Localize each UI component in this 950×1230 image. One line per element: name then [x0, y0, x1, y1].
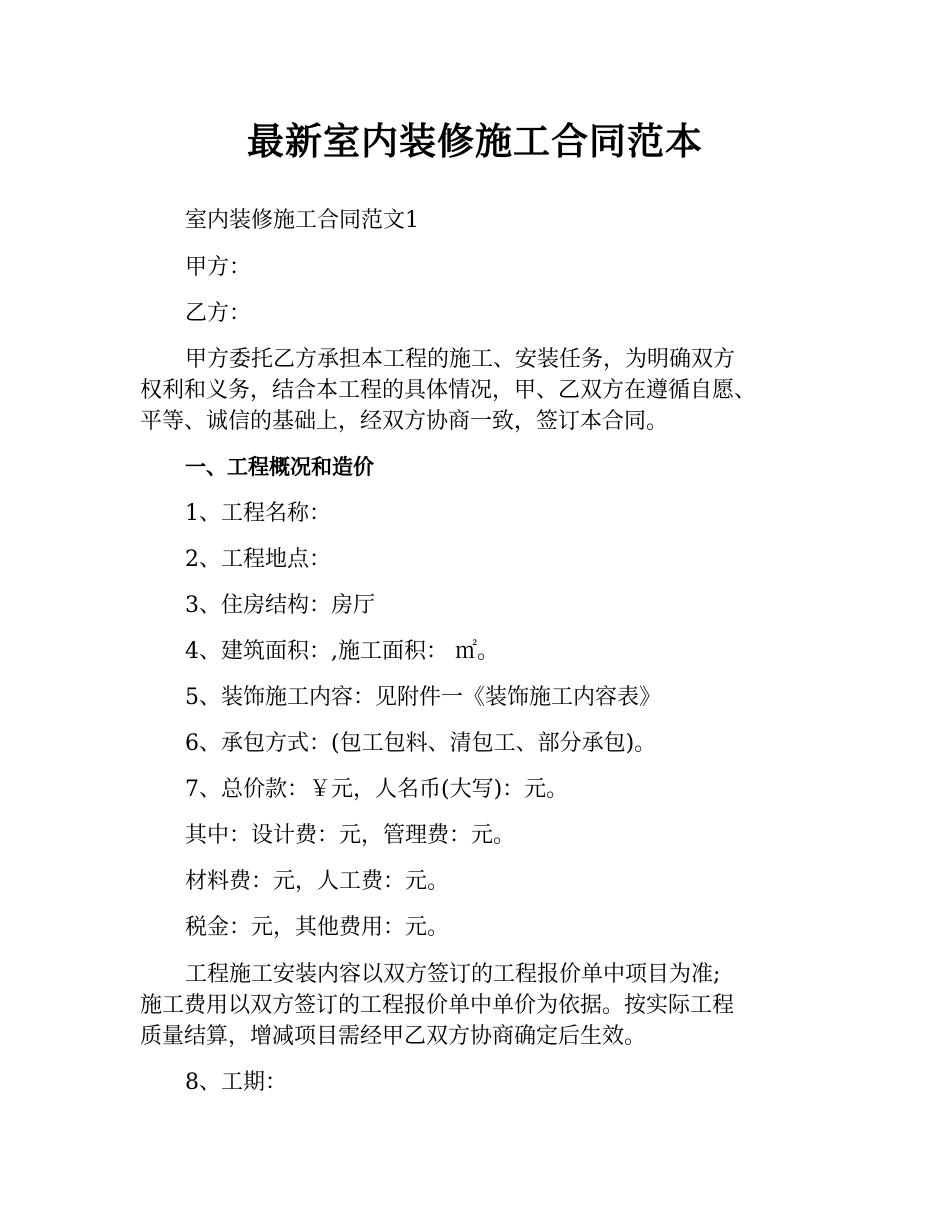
- intro-line: 权利和义务，结合本工程的具体情况，甲、乙双方在遵循自愿、: [140, 378, 757, 403]
- item-house-structure: 3、住房结构：房厅: [185, 593, 375, 618]
- basis-line: 工程施工安装内容以双方签订的工程报价单中项目为准;: [185, 962, 721, 987]
- item-project-location: 2、工程地点：: [185, 547, 331, 572]
- section-heading: 一、工程概况和造价: [185, 455, 374, 479]
- item-total-price: 7、总价款：￥元，人名币(大写)：元。: [185, 777, 569, 802]
- basis-line: 施工费用以双方签订的工程报价单中单价为依据。按实际工程: [140, 993, 735, 1018]
- item-schedule: 8、工期：: [185, 1070, 287, 1095]
- basis-paragraph: [140, 959, 840, 1052]
- subtitle: 室内装修施工合同范文1: [185, 208, 419, 233]
- intro-paragraph: [140, 344, 840, 437]
- party-b-label: 乙方：: [185, 301, 252, 326]
- item-project-name: 1、工程名称：: [185, 501, 331, 526]
- item-contract-mode: 6、承包方式：(包工包料、清包工、部分承包)。: [185, 731, 657, 756]
- item-material-fee: 材料费：元，人工费：元。: [185, 869, 450, 894]
- item-design-fee: 其中：设计费：元，管理费：元。: [185, 823, 516, 848]
- item-content: 5、装饰施工内容：见附件一《装饰施工内容表》: [185, 685, 661, 710]
- document-title: 最新室内装修施工合同范本: [247, 120, 703, 163]
- intro-line: 甲方委托乙方承担本工程的施工、安装任务，为明确双方: [185, 347, 736, 372]
- item-tax: 税金：元，其他费用：元。: [185, 915, 450, 940]
- basis-line: 质量结算，增减项目需经甲乙双方协商确定后生效。: [140, 1024, 647, 1049]
- intro-line: 平等、诚信的基础上，经双方协商一致，签订本合同。: [140, 409, 669, 434]
- party-a-label: 甲方：: [185, 255, 252, 280]
- item-area: 4、建筑面积：,施工面积： ㎡。: [185, 639, 499, 664]
